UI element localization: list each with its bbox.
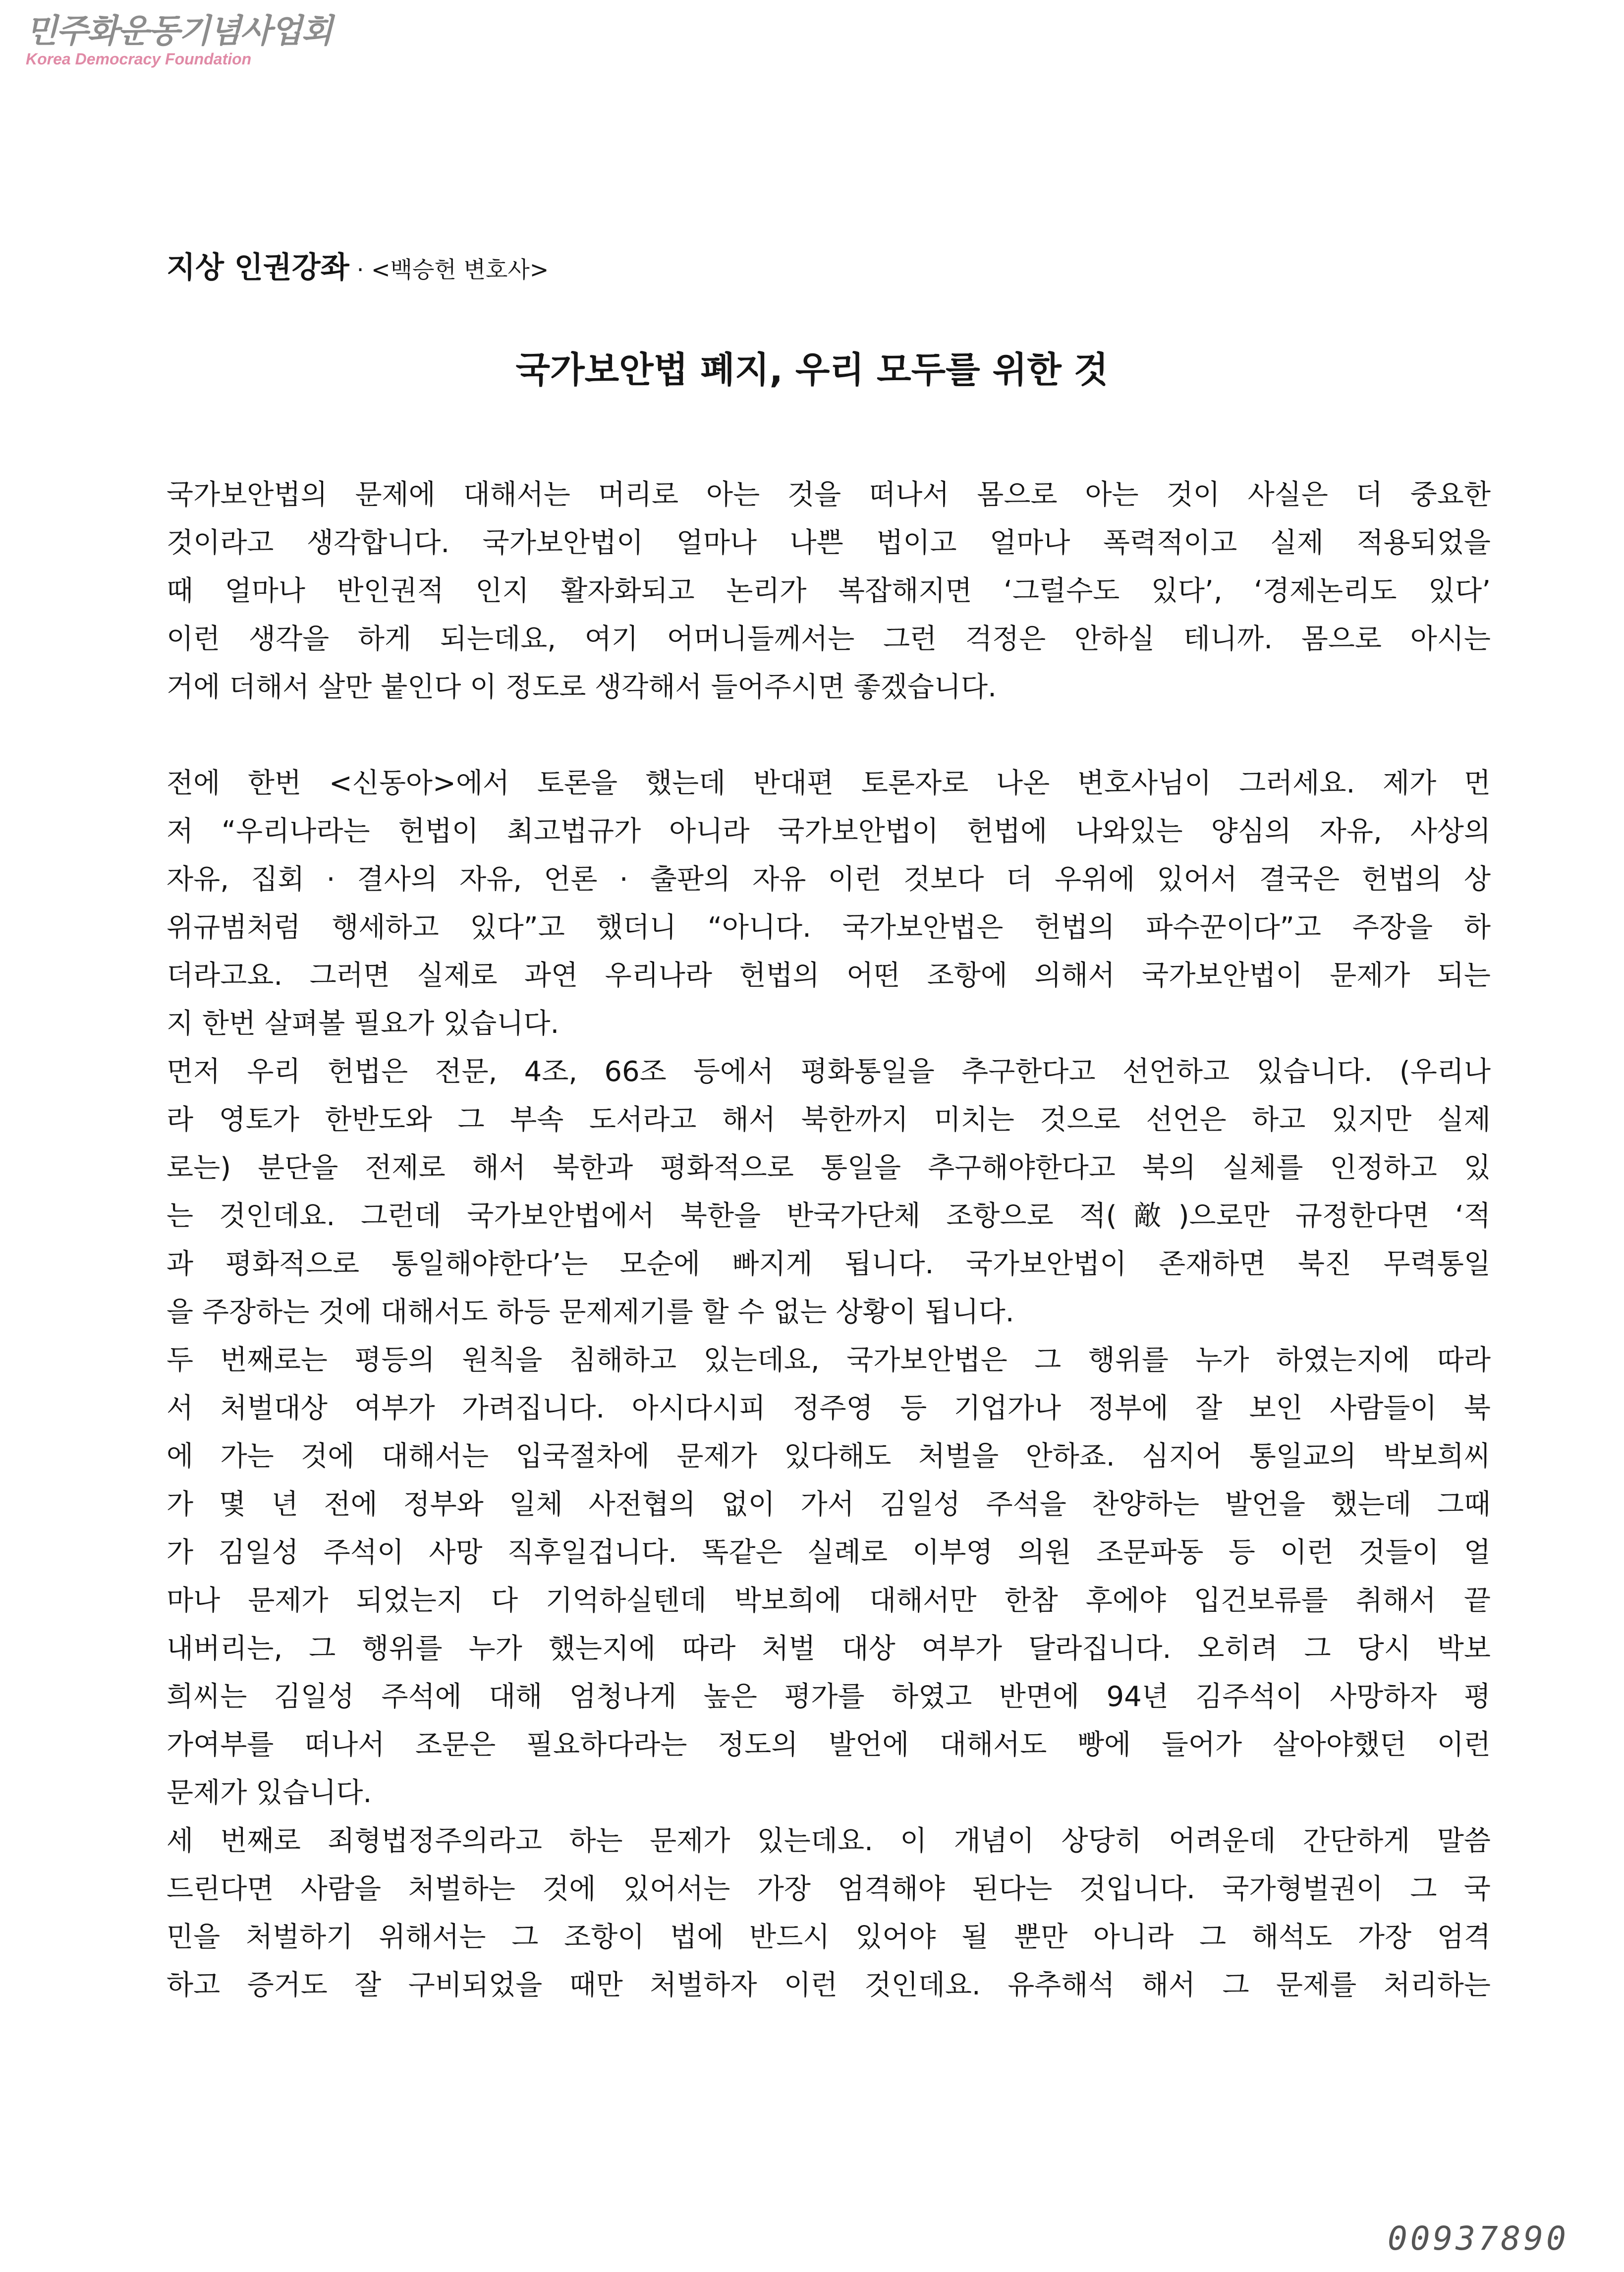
series-header: [167, 244, 549, 286]
text-line: 는 것인데요. 그런데 국가보안법에서 북한을 반국가단체 조항으로 적(敵)으로만 규정한다면 ‘적: [167, 1200, 1491, 1232]
text-line: 저 “우리나라는 헌법이 최고법규가 아니라 국가보안법이 헌법에 나와있는 양심의 자유, 사상의: [167, 815, 1491, 848]
text-line: 두 번째로는 평등의 원칙을 침해하고 있는데요, 국가보안법은 그 행위를 누가 하였는지에 따라: [167, 1344, 1491, 1376]
text-line: 지 한번 살펴볼 필요가 있습니다.: [167, 1008, 560, 1040]
text-line: 서 처벌대상 여부가 가려집니다. 아시다시피 정주영 등 기업가나 정부에 잘 보인 사람들이 북: [167, 1392, 1491, 1424]
text-line: 자유, 집회 · 결사의 자유, 언론 · 출판의 자유 이런 것보다 더 우위에 있어서 결국은 헌법의 상: [167, 863, 1491, 896]
paragraph: [167, 1336, 1491, 1817]
text-line: 민을 처벌하기 위해서는 그 조항이 법에 반드시 있어야 될 뿐만 아니라 그 해석도 가장 엄격: [167, 1921, 1491, 1953]
paragraph: [167, 1817, 1491, 2009]
paragraph: [167, 759, 1491, 1048]
paragraph: [167, 471, 1491, 711]
text-line: 로는) 분단을 전제로 해서 북한과 평화적으로 통일을 추구해야한다고 북의 실체를 인정하고 있: [167, 1152, 1491, 1184]
text-line: 먼저 우리 헌법은 전문, 4조, 66조 등에서 평화통일을 추구한다고 선언하고 있습니다. (우리나: [167, 1056, 1491, 1088]
series-name: 지상 인권강좌: [167, 250, 349, 285]
text-line: 가 몇 년 전에 정부와 일체 사전협의 없이 가서 김일성 주석을 찬양하는 발언을 했는데 그때: [167, 1488, 1491, 1521]
text-line: 가 김일성 주석이 사망 직후일겁니다. 똑같은 실례로 이부영 의원 조문파동 등 이런 것들이 얼: [167, 1536, 1491, 1569]
logo-english-text: Korea Democracy Foundation: [26, 50, 252, 68]
text-line: 거에 더해서 살만 붙인다 이 정도로 생각해서 들어주시면 좋겠습니다.: [167, 671, 997, 703]
text-line: 에 가는 것에 대해서는 입국절차에 문제가 있다해도 처벌을 안하죠. 심지어 통일교의 박보희씨: [167, 1440, 1491, 1473]
text-line: 마나 문제가 되었는지 다 기억하실텐데 박보희에 대해서만 한참 후에야 입건보류를 취해서 끝: [167, 1585, 1491, 1617]
text-line: 국가보안법의 문제에 대해서는 머리로 아는 것을 떠나서 몸으로 아는 것이 사실은 더 중요한: [167, 479, 1491, 511]
text-line: 가여부를 떠나서 조문은 필요하다라는 정도의 발언에 대해서도 빵에 들어가 살아야했던 이런: [167, 1729, 1491, 1761]
text-line: 더라고요. 그러면 실제로 과연 우리나라 헌법의 어떤 조항에 의해서 국가보안법이 문제가 되는: [167, 960, 1491, 992]
text-line: 전에 한번 <신동아>에서 토론을 했는데 반대편 토론자로 나온 변호사님이 그러세요. 제가 먼: [167, 767, 1491, 799]
text-line: 희씨는 김일성 주석에 대해 엄청나게 높은 평가를 하였고 반면에 94년 김주석이 사망하자 평: [167, 1681, 1491, 1713]
text-line: 때 얼마나 반인권적 인지 활자화되고 논리가 복잡해지면 ‘그럴수도 있다’, ‘경제논리도 있다’: [167, 575, 1491, 607]
text-line: 위규범처럼 행세하고 있다”고 했더니 “아니다. 국가보안법은 헌법의 파수꾼이다”고 주장을 하: [167, 911, 1491, 944]
article-body: [167, 471, 1491, 2009]
text-line: 드린다면 사람을 처벌하는 것에 있어서는 가장 엄격해야 된다는 것입니다. 국가형벌권이 그 국: [167, 1873, 1491, 1905]
text-line: 문제가 있습니다.: [167, 1777, 372, 1809]
text-line: 내버리는, 그 행위를 누가 했는지에 따라 처벌 대상 여부가 달라집니다. 오히려 그 당시 박보: [167, 1633, 1491, 1665]
article-title: 국가보안법 폐지, 우리 모두를 위한 것: [515, 349, 1109, 391]
text-line: 이런 생각을 하게 되는데요, 여기 어머니들께서는 그런 걱정은 안하실 테니까. 몸으로 아시는: [167, 623, 1491, 655]
logo-korean-text: 민주화운동기념사업회: [26, 11, 332, 50]
paragraph: [167, 1048, 1491, 1336]
text-line: 하고 증거도 잘 구비되었을 때만 처벌하자 이런 것인데요. 유추해석 해서 그 문제를 처리하는: [167, 1969, 1491, 2001]
text-line: 라 영토가 한반도와 그 부속 도서라고 해서 북한까지 미치는 것으로 선언은 하고 있지만 실제: [167, 1104, 1491, 1136]
speaker-name: · <백승헌 변호사>: [356, 256, 549, 283]
archive-number-stamp: 00937890: [1388, 2219, 1569, 2258]
text-line: 과 평화적으로 통일해야한다’는 모순에 빠지게 됩니다. 국가보안법이 존재하면 북진 무력통일: [167, 1248, 1491, 1280]
foundation-logo: [26, 11, 332, 68]
text-line: 을 주장하는 것에 대해서도 하등 문제제기를 할 수 없는 상황이 됩니다.: [167, 1296, 1014, 1328]
text-line: 것이라고 생각합니다. 국가보안법이 얼마나 나쁜 법이고 얼마나 폭력적이고 실제 적용되었을: [167, 527, 1491, 559]
text-line: 세 번째로 죄형법정주의라고 하는 문제가 있는데요. 이 개념이 상당히 어려운데 간단하게 말씀: [167, 1825, 1491, 1857]
